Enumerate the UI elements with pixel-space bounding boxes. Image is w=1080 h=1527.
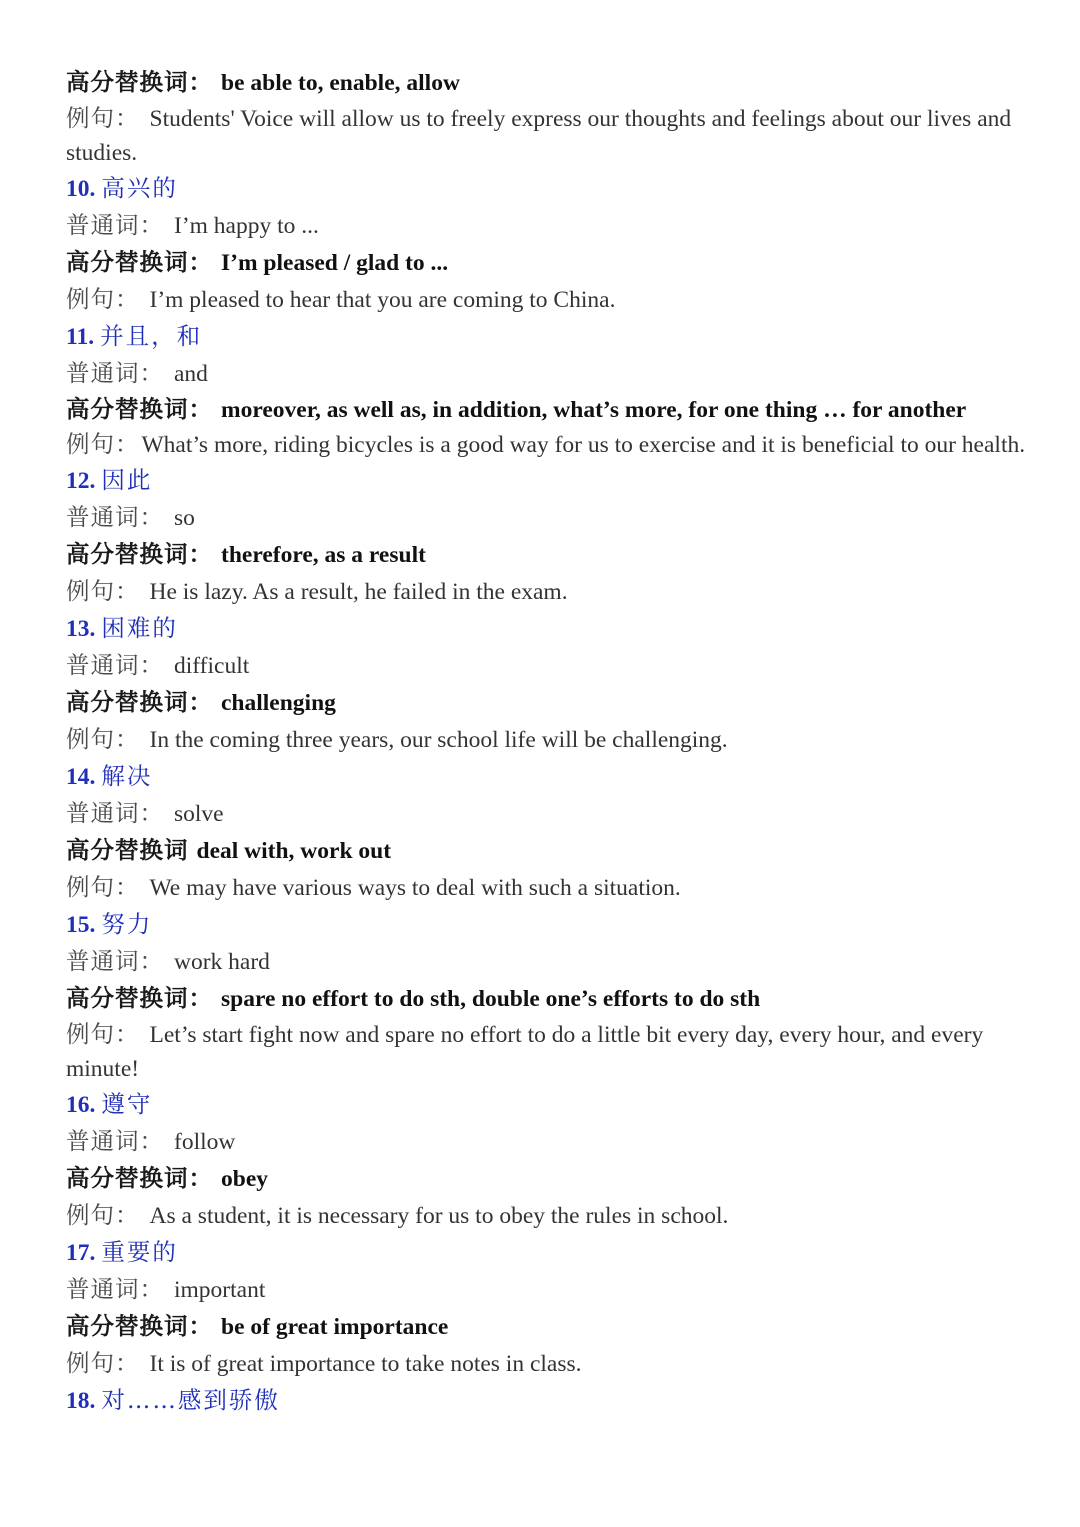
- advanced-line-15: [66, 980, 1026, 1017]
- example-label: 例句：: [66, 725, 140, 753]
- example-label: 例句：: [66, 577, 140, 605]
- common-text: difficult: [174, 653, 250, 679]
- common-label: 普通词：: [66, 211, 164, 239]
- common-label: 普通词：: [66, 503, 164, 531]
- common-text: follow: [174, 1129, 236, 1155]
- example-line-17: [66, 1345, 1026, 1382]
- advanced-line-13: [66, 684, 1026, 721]
- advanced-label: 高分替换词：: [66, 1164, 213, 1192]
- advanced-label: 高分替换词：: [66, 984, 213, 1012]
- example-line-11: [66, 427, 1026, 462]
- advanced-text: be of great importance: [221, 1314, 449, 1340]
- advanced-label: 高分替换词：: [66, 688, 213, 716]
- entry-heading-15: [66, 906, 1026, 943]
- advanced-line-16: [66, 1160, 1026, 1197]
- advanced-text: moreover, as well as, in addition, what’s more, for one thing … for another: [221, 397, 967, 423]
- entry-number: 15.: [66, 912, 96, 938]
- entry-title: 困难的: [101, 614, 178, 642]
- example-text: Students' Voice will allow us to freely express our thoughts and feelings about our lives and studies.: [66, 106, 1012, 166]
- example-line-16: [66, 1197, 1026, 1234]
- example-line-10: [66, 281, 1026, 318]
- advanced-line-17: [66, 1308, 1026, 1345]
- common-line-10: [66, 207, 1026, 244]
- common-text: so: [174, 505, 195, 531]
- entry-title: 遵守: [101, 1090, 153, 1118]
- example-label: 例句：: [66, 1020, 140, 1048]
- entry-heading-18: [66, 1382, 1026, 1419]
- common-label: 普通词：: [66, 1275, 164, 1303]
- example-label: 例句：: [66, 1201, 140, 1229]
- example-label: 例句：: [66, 104, 140, 132]
- example-text: He is lazy. As a result, he failed in the exam.: [149, 579, 568, 605]
- entry-number: 13.: [66, 616, 96, 642]
- entry-heading-16: [66, 1086, 1026, 1123]
- example-text: As a student, it is necessary for us to obey the rules in school.: [149, 1203, 729, 1229]
- example-text: Let’s start fight now and spare no effort to do a little bit every day, every hour, and every minute!: [66, 1022, 984, 1082]
- common-label: 普通词：: [66, 1127, 164, 1155]
- entry-number: 14.: [66, 764, 96, 790]
- entry-heading-13: [66, 610, 1026, 647]
- advanced-label: 高分替换词：: [66, 395, 213, 423]
- common-line-17: [66, 1271, 1026, 1308]
- common-line-12: [66, 499, 1026, 536]
- common-text: important: [174, 1277, 266, 1303]
- common-label: 普通词：: [66, 651, 164, 679]
- example-text: We may have various ways to deal with such a situation.: [149, 875, 681, 901]
- example-line-15: [66, 1017, 1026, 1086]
- example-line-14: [66, 869, 1026, 906]
- document-page: [66, 64, 1026, 1419]
- entry-title: 努力: [101, 910, 153, 938]
- example-text: It is of great importance to take notes in class.: [149, 1351, 582, 1377]
- advanced-line-11: [66, 392, 1026, 427]
- entry-title: 重要的: [101, 1238, 178, 1266]
- entry-number: 18.: [66, 1388, 96, 1414]
- common-line-16: [66, 1123, 1026, 1160]
- example-label: 例句：: [66, 873, 140, 901]
- intro-example-line: [66, 101, 1026, 170]
- intro-advanced-line: [66, 64, 1026, 101]
- common-text: solve: [174, 801, 224, 827]
- advanced-text: spare no effort to do sth, double one’s efforts to do sth: [221, 986, 761, 1012]
- entry-heading-10: [66, 170, 1026, 207]
- common-line-15: [66, 943, 1026, 980]
- entry-number: 12.: [66, 468, 96, 494]
- example-text: What’s more, riding bicycles is a good way for us to exercise and it is beneficial to our health.: [141, 432, 1026, 458]
- advanced-text: be able to, enable, allow: [221, 70, 460, 96]
- entry-title: 对……感到骄傲: [101, 1386, 280, 1414]
- advanced-label: 高分替换词: [66, 836, 189, 864]
- advanced-label: 高分替换词：: [66, 1312, 213, 1340]
- advanced-text: obey: [221, 1166, 268, 1192]
- advanced-line-14: [66, 832, 1026, 869]
- example-label: 例句：: [66, 430, 140, 458]
- common-line-13: [66, 647, 1026, 684]
- entry-title: 高兴的: [101, 174, 178, 202]
- common-text: and: [174, 361, 208, 387]
- entry-number: 16.: [66, 1092, 96, 1118]
- entry-heading-12: [66, 462, 1026, 499]
- common-label: 普通词：: [66, 359, 164, 387]
- advanced-label: 高分替换词：: [66, 68, 213, 96]
- advanced-text: challenging: [221, 690, 336, 716]
- entry-title: 并且，和: [100, 322, 203, 350]
- advanced-text: I’m pleased / glad to ...: [221, 250, 449, 276]
- common-line-14: [66, 795, 1026, 832]
- example-text: I’m pleased to hear that you are coming to China.: [149, 287, 616, 313]
- entry-number: 10.: [66, 176, 96, 202]
- common-line-11: [66, 355, 1026, 392]
- entry-title: 因此: [101, 466, 153, 494]
- entry-heading-17: [66, 1234, 1026, 1271]
- example-line-13: [66, 721, 1026, 758]
- common-text: I’m happy to ...: [174, 213, 319, 239]
- common-label: 普通词：: [66, 799, 164, 827]
- advanced-label: 高分替换词：: [66, 540, 213, 568]
- entry-number: 11.: [66, 324, 95, 350]
- entry-title: 解决: [101, 762, 153, 790]
- example-text: In the coming three years, our school life will be challenging.: [149, 727, 728, 753]
- entry-number: 17.: [66, 1240, 96, 1266]
- advanced-line-12: [66, 536, 1026, 573]
- example-label: 例句：: [66, 285, 140, 313]
- entry-heading-11: [66, 318, 1026, 355]
- common-text: work hard: [174, 949, 270, 975]
- example-line-12: [66, 573, 1026, 610]
- entry-heading-14: [66, 758, 1026, 795]
- advanced-line-10: [66, 244, 1026, 281]
- advanced-label: 高分替换词：: [66, 248, 213, 276]
- advanced-text: therefore, as a result: [221, 542, 426, 568]
- common-label: 普通词：: [66, 947, 164, 975]
- example-label: 例句：: [66, 1349, 140, 1377]
- advanced-text: deal with, work out: [196, 838, 392, 864]
